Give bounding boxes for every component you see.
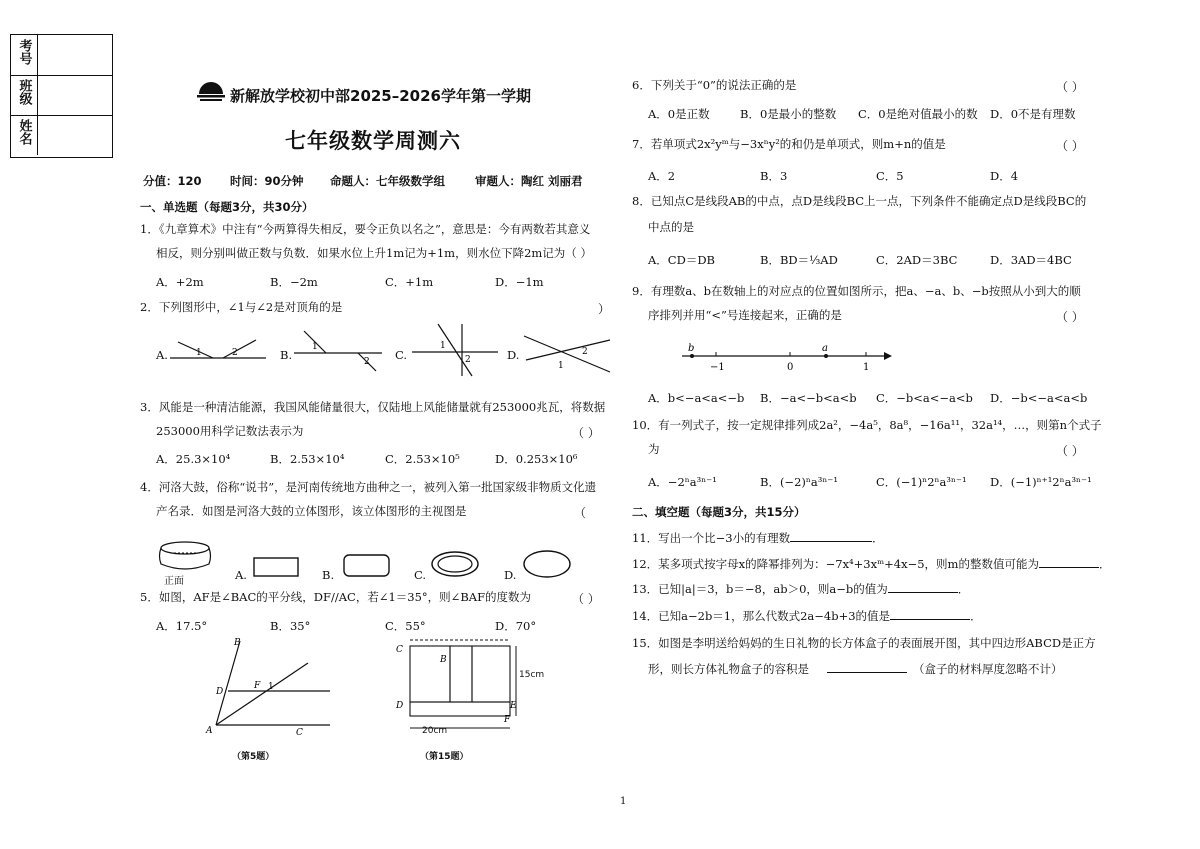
exam-no-row (11, 35, 112, 76)
section2-heading: 二、填空题（每题3分，共15分） (632, 505, 806, 519)
q2-option-a: A. (156, 348, 168, 362)
q9-option-a: A．b<−a<a<−b (648, 391, 745, 405)
q5-option-c: C．55° (385, 619, 426, 633)
q9-line1: 9．有理数a、b在数轴上的对应点的位置如图所示，把a、−a、b、−b按照从小到大的顺 (632, 284, 1081, 298)
q4-drum-figure (156, 540, 216, 574)
section1-heading: 一、单选题（每题3分，共30分） (140, 200, 314, 214)
q8-option-b: B．BD＝⅓AD (760, 253, 838, 267)
svg-text:D: D (216, 687, 224, 697)
q2-option-b: B. (280, 348, 293, 362)
page-title: 七年级数学周测六 (285, 129, 461, 153)
q5-paren: （ ） (572, 592, 600, 606)
q9-option-b: B．−a<−b<a<b (760, 391, 857, 405)
svg-text:B: B (234, 638, 241, 648)
svg-text:C: C (396, 645, 403, 655)
q2-option-c: C. (395, 348, 408, 362)
q4-option-a: A. (235, 568, 247, 582)
q9-label-a: a (822, 343, 828, 354)
q9-paren: （ ） (1056, 310, 1084, 324)
q9-label-b: b (688, 343, 695, 354)
q6-paren: （ ） (1056, 80, 1084, 94)
q9-label-neg1: −1 (710, 362, 725, 373)
q6-line1: 6．下列关于“0”的说法正确的是 (632, 78, 797, 92)
q15-caption: （第15题） (420, 752, 469, 762)
q4-option-a-shape (252, 556, 302, 580)
q2-figure-a (168, 330, 268, 370)
q4-option-d-shape (522, 549, 574, 579)
svg-text:B: B (440, 655, 447, 665)
q15-answer-blank[interactable] (827, 662, 907, 673)
q10-line1: 10．有一列式子，按一定规律排列成2a²，−4a⁵，8a⁸，−16a¹¹，32a¹⁴，…，则第n个式子 (632, 418, 1102, 432)
svg-text:1: 1 (196, 348, 202, 358)
q1-option-d: D．−1m (495, 275, 544, 289)
q3-option-a: A．25.3×10⁴ (156, 452, 231, 466)
svg-text:2: 2 (232, 348, 238, 358)
q8-option-c: C．2AD＝3BC (876, 253, 958, 267)
q4-option-c-shape (430, 550, 482, 580)
q1-option-b: B．−2m (270, 275, 318, 289)
q10-paren: （ ） (1056, 444, 1084, 458)
q9-option-c: C．−b<a<−a<b (876, 391, 973, 405)
q8-option-d: D．3AD＝4BC (990, 253, 1072, 267)
q2-option-d: D. (507, 348, 520, 362)
svg-text:2: 2 (364, 357, 370, 367)
q12-answer-blank[interactable] (1039, 557, 1099, 568)
svg-text:F: F (504, 715, 511, 725)
q1-line1: 1．《九章算术》中注有“今两算得失相反，要令正负以名之”，意思是：今有两数若其意义 (140, 222, 591, 236)
q5-figure (200, 635, 340, 740)
q7-paren: （ ） (1056, 139, 1084, 153)
time-info: 时间：90分钟 (230, 174, 304, 188)
q1-option-c: C．+1m (385, 275, 434, 289)
svg-text:D: D (396, 701, 404, 711)
q8-option-a: A．CD＝DB (648, 253, 715, 267)
q6-option-d: D．0不是有理数 (990, 107, 1076, 121)
school-logo-icon (196, 76, 226, 102)
q13-text: 13．已知|a|＝3，b＝−8，ab＞0，则a−b的值为 ． (632, 582, 970, 596)
svg-text:1: 1 (440, 341, 446, 351)
author-info: 命题人：七年级数学组 (330, 174, 445, 188)
q2-line1: 2．下列图形中，∠1与∠2是对顶角的是 (140, 300, 343, 314)
svg-text:1: 1 (268, 682, 274, 692)
q7-option-a: A．2 (648, 169, 676, 183)
q5-option-a: A．17.5° (156, 619, 208, 633)
q10-option-d: D．(−1)ⁿ⁺¹2ⁿa³ⁿ⁻¹ (990, 475, 1092, 489)
svg-text:A: A (206, 726, 213, 736)
q4-line1: 4．河洛大鼓，俗称“说书”，是河南传统地方曲种之一，被列入第一批国家级非物质文化遗 (140, 480, 597, 494)
q12-text: 12．某多项式按字母x的降幂排列为：−7x⁴+3xᵐ+4x−5，则m的整数值可能为 ． (632, 557, 1111, 571)
page-number: 1 (620, 796, 627, 807)
name-label: 姓名 (11, 115, 38, 155)
svg-text:E: E (510, 701, 517, 711)
school-title: 新解放学校初中部2025–2026学年第一学期 (230, 87, 531, 105)
q8-line1: 8．已知点C是线段AB的中点，点D是线段BC上一点，下列条件不能确定点D是线段BC的 (632, 194, 1087, 208)
svg-text:2: 2 (465, 355, 471, 365)
class-label: 班级 (11, 75, 38, 115)
q4-paren: （ (574, 506, 587, 520)
student-info-box (10, 34, 113, 158)
name-row (11, 115, 112, 155)
q7-option-d: D．4 (990, 169, 1019, 183)
q6-option-a: A．0是正数 (648, 107, 710, 121)
svg-text:C: C (296, 728, 303, 738)
q15-line1: 15．如图是李明送给妈妈的生日礼物的长方体盒子的表面展开图，其中四边形ABCD是正方 (632, 636, 1096, 650)
q9-label-0: 0 (787, 362, 794, 373)
q3-option-b: B．2.53×10⁴ (270, 452, 345, 466)
q3-option-d: D．0.253×10⁶ (495, 452, 578, 466)
q3-option-c: C．2.53×10⁵ (385, 452, 460, 466)
q15-width-label: 20cm (422, 726, 448, 736)
q3-line1: 3．风能是一种清洁能源，我国风能储量很大，仅陆地上风能储量就有253000兆瓦，将数据 (140, 400, 606, 414)
q11-answer-blank[interactable] (790, 531, 872, 542)
reviewer-info: 审题人：陶红 刘丽君 (475, 174, 583, 188)
q6-option-b: B．0是最小的整数 (740, 107, 837, 121)
exam-no-label: 考号 (11, 35, 38, 75)
q9-number-line (676, 340, 896, 374)
score-info: 分值：120 (143, 174, 202, 188)
q7-line1: 7．若单项式2x²yᵐ与−3xⁿy²的和仍是单项式，则m+n的值是 (632, 137, 946, 151)
svg-text:1: 1 (312, 342, 318, 352)
q9-label-1: 1 (863, 362, 870, 373)
q4-line2: 产名录．如图是河洛大鼓的立体图形，该立体图形的主视图是 (156, 504, 467, 518)
q10-option-c: C．(−1)ⁿ2ⁿa³ⁿ⁻¹ (876, 475, 967, 489)
q9-option-d: D．−b<−a<a<b (990, 391, 1088, 405)
q2-paren: ） (598, 302, 611, 316)
svg-text:2: 2 (582, 347, 588, 357)
q10-line2: 为 (648, 442, 660, 456)
svg-text:1: 1 (558, 361, 564, 371)
q8-line2: 中点的是 (648, 220, 694, 234)
q1-line2: 相反，则分别叫做正数与负数．如果水位上升1m记为+1m，则水位下降2m记为（ ） (156, 246, 592, 260)
q3-paren: （ ） (572, 426, 600, 440)
q3-line2: 253000用科学记数法表示为 (156, 424, 304, 438)
q13-answer-blank[interactable] (888, 582, 958, 593)
q4-option-b: B. (322, 568, 335, 582)
q14-answer-blank[interactable] (890, 609, 970, 620)
class-row (11, 75, 112, 116)
q7-option-b: B．3 (760, 169, 788, 183)
q5-caption: （第5题） (232, 752, 275, 762)
q4-option-c: C. (414, 568, 427, 582)
svg-text:F: F (254, 681, 261, 691)
q6-option-c: C．0是绝对值最小的数 (858, 107, 978, 121)
q2-figure-b (292, 327, 384, 373)
q10-option-a: A．−2ⁿa³ⁿ⁻¹ (648, 475, 717, 489)
q11-text: 11．写出一个比−3小的有理数 ． (632, 531, 884, 545)
q14-text: 14．已知a−2b＝1，那么代数式2a−4b+3的值是 ． (632, 609, 982, 623)
q4-front-label: 正面 (164, 576, 184, 587)
q4-option-d: D. (504, 568, 517, 582)
q2-figure-d (522, 330, 612, 375)
q7-option-c: C．5 (876, 169, 904, 183)
q15-height-label: 15cm (519, 670, 545, 680)
q2-figure-c (410, 322, 500, 377)
q15-line2: 形，则长方体礼物盒子的容积是 （盒子的材料厚度忽略不计） (648, 662, 1063, 676)
q10-option-b: B．(−2)ⁿa³ⁿ⁻¹ (760, 475, 838, 489)
q1-option-a: A．+2m (156, 275, 204, 289)
q5-option-b: B．35° (270, 619, 311, 633)
q4-option-b-shape (342, 553, 392, 579)
q5-option-d: D．70° (495, 619, 537, 633)
q5-line1: 5．如图，AF是∠BAC的平分线，DF//AC，若∠1＝35°，则∠BAF的度数为 (140, 590, 532, 604)
q9-line2: 序排列并用“<”号连接起来，正确的是 (648, 308, 842, 322)
q15-figure (392, 636, 527, 746)
